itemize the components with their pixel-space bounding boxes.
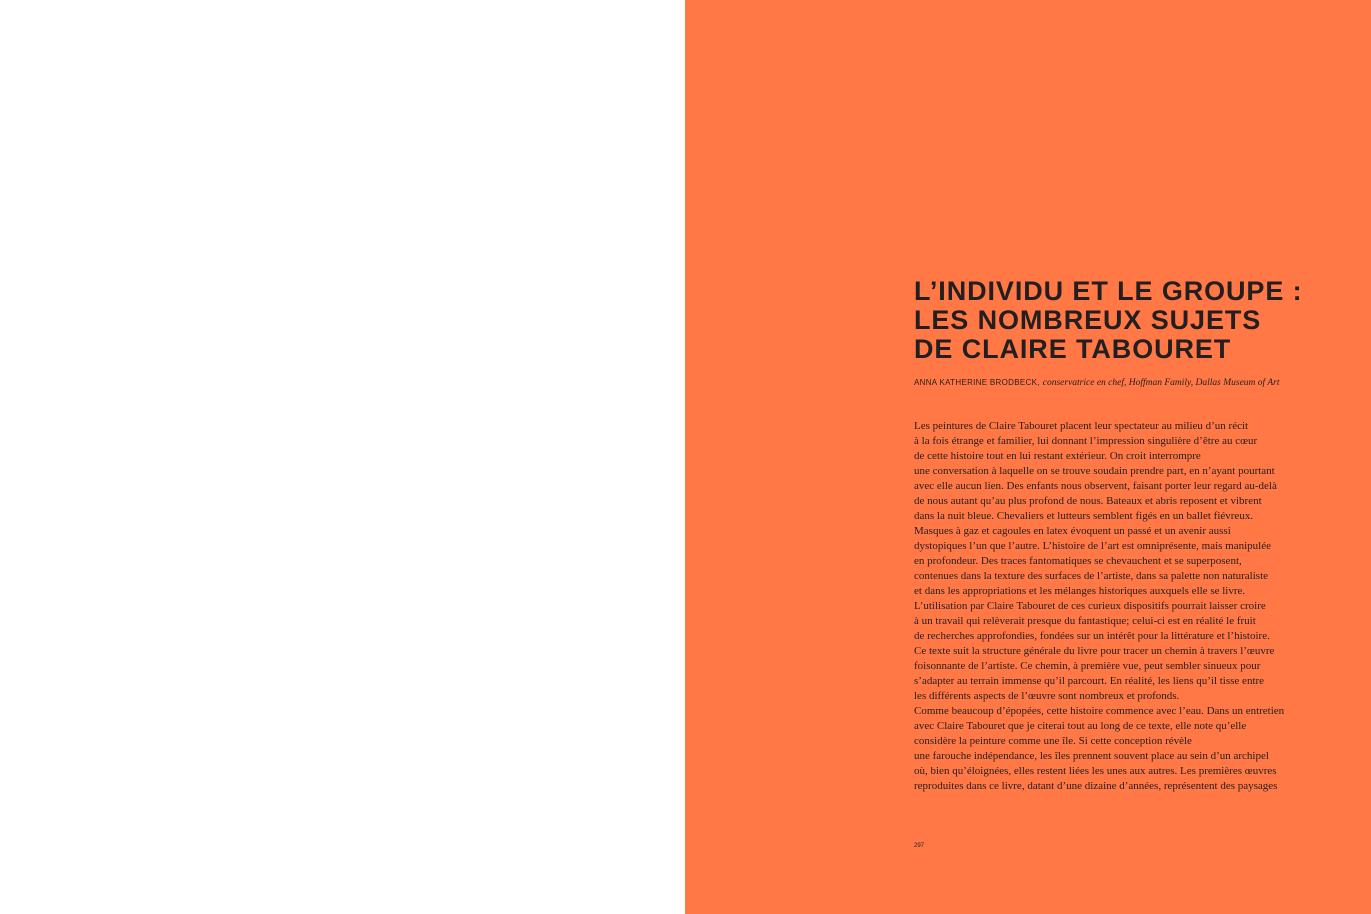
body-line: reproduites dans ce livre, datant d’une dizaine d’années, représentent des paysages (914, 780, 1278, 792)
body-line: Masques à gaz et cagoules en latex évoquent un passé et un avenir aussi (914, 525, 1231, 537)
byline-author: ANNA KATHERINE BRODBECK, (914, 378, 1040, 387)
body-line: à un travail qui relèverait presque du fantastique; celui-ci est en réalité le fruit (914, 615, 1256, 627)
left-page (0, 0, 685, 914)
body-line: Ce texte suit la structure générale du livre pour tracer un chemin à travers l’œuvre (914, 645, 1275, 657)
byline (914, 375, 1280, 389)
body-line: avec elle aucun lien. Des enfants nous observent, faisant porter leur regard au-delà (914, 480, 1277, 492)
body-line: à la fois étrange et familier, lui donnant l’impression singulière d’être au cœur (914, 435, 1258, 447)
body-line: une farouche indépendance, les îles prennent souvent place au sein d’un archipel (914, 750, 1269, 762)
body-line: dystopiques l’un que l’autre. L’histoire de l’art est omniprésente, mais manipulée (914, 540, 1272, 552)
body-line: foisonnante de l’artiste. Ce chemin, à première vue, peut sembler sinueux pour (914, 660, 1261, 672)
body-line: en profondeur. Des traces fantomatiques se chevauchent et se superposent, (914, 555, 1242, 567)
body-line: de nous autant qu’au plus profond de nous. Bateaux et abris reposent et vibrent (914, 495, 1262, 507)
right-page (685, 0, 1371, 914)
body-line: où, bien qu’éloignées, elles restent liées les unes aux autres. Les premières œuvres (914, 765, 1277, 777)
body-text (914, 419, 1284, 794)
title-line: L’INDIVIDU ET LE GROUPE : (914, 276, 1303, 306)
body-line: une conversation à laquelle on se trouve soudain prendre part, en n’ayant pourtant (914, 465, 1275, 477)
title-line: LES NOMBREUX SUJETS (914, 305, 1262, 335)
body-line: contenues dans la texture des surfaces de l’artiste, dans sa palette non naturaliste (914, 570, 1269, 582)
byline-role: conservatrice en chef, Hoffman Family, Dallas Museum of Art (1042, 378, 1280, 388)
body-line: Les peintures de Claire Tabouret placent leur spectateur au milieu d’un récit (914, 420, 1249, 432)
body-line: Comme beaucoup d’épopées, cette histoire commence avec l’eau. Dans un entretien (914, 705, 1285, 717)
body-line: de cette histoire tout en lui restant extérieur. On croit interrompre (914, 450, 1201, 462)
body-line: s’adapter au terrain immense qu’il parcourt. En réalité, les liens qu’il tisse entre (914, 675, 1265, 687)
title-line: DE CLAIRE TABOURET (914, 334, 1232, 364)
body-line: et dans les appropriations et les mélanges historiques auxquels elle se livre. (914, 585, 1246, 597)
body-line: de recherches approfondies, fondées sur un intérêt pour la littérature et l’histoire. (914, 630, 1270, 642)
body-line: L’utilisation par Claire Tabouret de ces curieux dispositifs pourrait laisser croire (914, 600, 1266, 612)
article-title (914, 277, 1303, 364)
body-line: les différents aspects de l’œuvre sont nombreux et profonds. (914, 690, 1180, 702)
page-number: 297 (914, 843, 925, 849)
body-line: avec Claire Tabouret que je citerai tout au long de ce texte, elle note qu’elle (914, 720, 1247, 732)
body-line: dans la nuit bleue. Chevaliers et lutteurs semblent figés en un ballet fiévreux. (914, 510, 1254, 522)
body-line: considère la peinture comme une île. Si cette conception révèle (914, 735, 1192, 747)
